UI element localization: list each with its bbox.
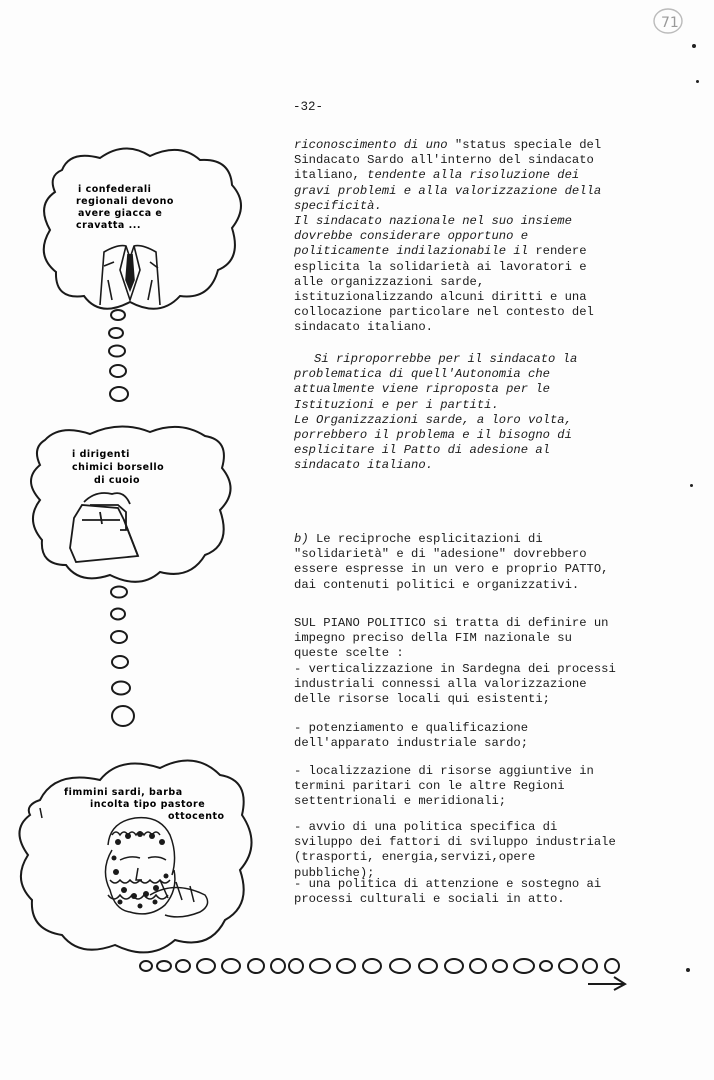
list-item-3-block	[294, 764, 616, 810]
handbag-icon	[70, 493, 138, 562]
jacket-tie-icon	[100, 246, 160, 305]
beard-texture	[112, 831, 169, 909]
margin-dot	[692, 44, 696, 48]
corner-mark	[652, 6, 684, 36]
p1-seg2: "status speciale del Sindacato Sardo all'interno del sindacato italiano,	[294, 138, 602, 183]
p6-text: SUL PIANO POLITICO si tratta di definire un impegno preciso della FIM nazionale su queste scelte :	[294, 616, 609, 661]
bubble1-line4: cravatta ...	[76, 220, 141, 231]
margin-dot	[696, 80, 699, 83]
loop-chain	[140, 959, 619, 973]
paragraph-1	[294, 138, 616, 336]
bubble2-line2: chimici borsello	[72, 462, 165, 473]
margin-dot	[686, 968, 690, 972]
corner-mark-text: 71	[661, 15, 679, 31]
list-item-4-block	[294, 820, 616, 881]
thought-bubble-1	[44, 148, 241, 308]
list-item-5-block	[294, 877, 616, 907]
bubble2-line1: i dirigenti	[72, 449, 130, 460]
p5-label: b)	[294, 532, 309, 546]
bubble2-line3: di cuoio	[94, 475, 141, 486]
paragraph-3	[294, 352, 616, 474]
cartoon-strip	[0, 0, 280, 1010]
list-item-3: - localizzazione di risorse aggiuntive in termini paritari con le altre Regioni settentrionali e meridionali;	[294, 764, 594, 809]
bottom-loops-arrow	[138, 957, 632, 997]
paragraph-5	[294, 532, 616, 593]
p5-text: Le reciproche esplicitazioni di "solidarietà" e di "adesione" dovrebbero essere espresse in un vero e proprio PATTO, dai contenuti politici e organizzativi.	[294, 532, 609, 592]
p3-text: Si riproporrebbe per il sindacato la problematica di quell'Autonomia che attualmente viene riproposta per le Istituzioni e per i partiti.	[294, 352, 578, 412]
paragraph-6	[294, 616, 616, 707]
bubble3-line1: fimmini sardi, barba	[64, 787, 183, 798]
stroke-mark	[40, 808, 42, 818]
bubble3-line2: incolta tipo pastore	[90, 799, 206, 810]
list-item-1: - verticalizzazione in Sardegna dei processi industriali connessi alla valorizzazione delle risorse locali qui esistenti;	[294, 661, 616, 707]
list-item-2-block	[294, 721, 616, 751]
page-number: -32-	[293, 100, 324, 114]
p2-seg1: Il sindacato nazionale nel suo insieme dovrebbe considerare opportuno e politicamente indilazionabile il	[294, 214, 572, 259]
list-item-4: - avvio di una politica specifica di sviluppo dei fattori di sviluppo industriale (trasporti, energia,servizi,opere pubbliche);	[294, 820, 616, 880]
arrow-right-icon	[588, 977, 625, 990]
list-item-5: - una politica di attenzione e sostegno ai processi culturali e sociali in atto.	[294, 877, 602, 907]
bubble1-line3: avere giacca e	[78, 208, 163, 219]
margin-dot	[690, 484, 693, 487]
p2-seg2: rendere esplicita la solidarietà ai lavoratori e alle organizzazioni sarde, istituzionalizzando alcuni diritti e una collocazione particolare nel contesto del sindacato italiano.	[294, 244, 594, 335]
p4-text: Le Organizzazioni sarde, a loro volta, porrebbero il problema e il bisogno di esplicitare il Patto di adesione al sindacato italiano.	[294, 412, 572, 473]
thought-dots-2	[111, 587, 134, 727]
thought-bubble-2	[31, 426, 231, 581]
thought-dots-1	[109, 310, 128, 401]
bubble3-line3: ottocento	[168, 811, 225, 822]
bubble1-line1: i confederali	[78, 184, 152, 195]
p1-seg1: riconoscimento di uno	[294, 138, 448, 152]
list-item-2: - potenziamento e qualificazione dell'apparato industriale sardo;	[294, 721, 529, 751]
bubble1-line2: regionali devono	[76, 196, 174, 207]
p1-seg3: tendente alla risoluzione dei gravi problemi e alla valorizzazione della specificità.	[294, 168, 602, 213]
